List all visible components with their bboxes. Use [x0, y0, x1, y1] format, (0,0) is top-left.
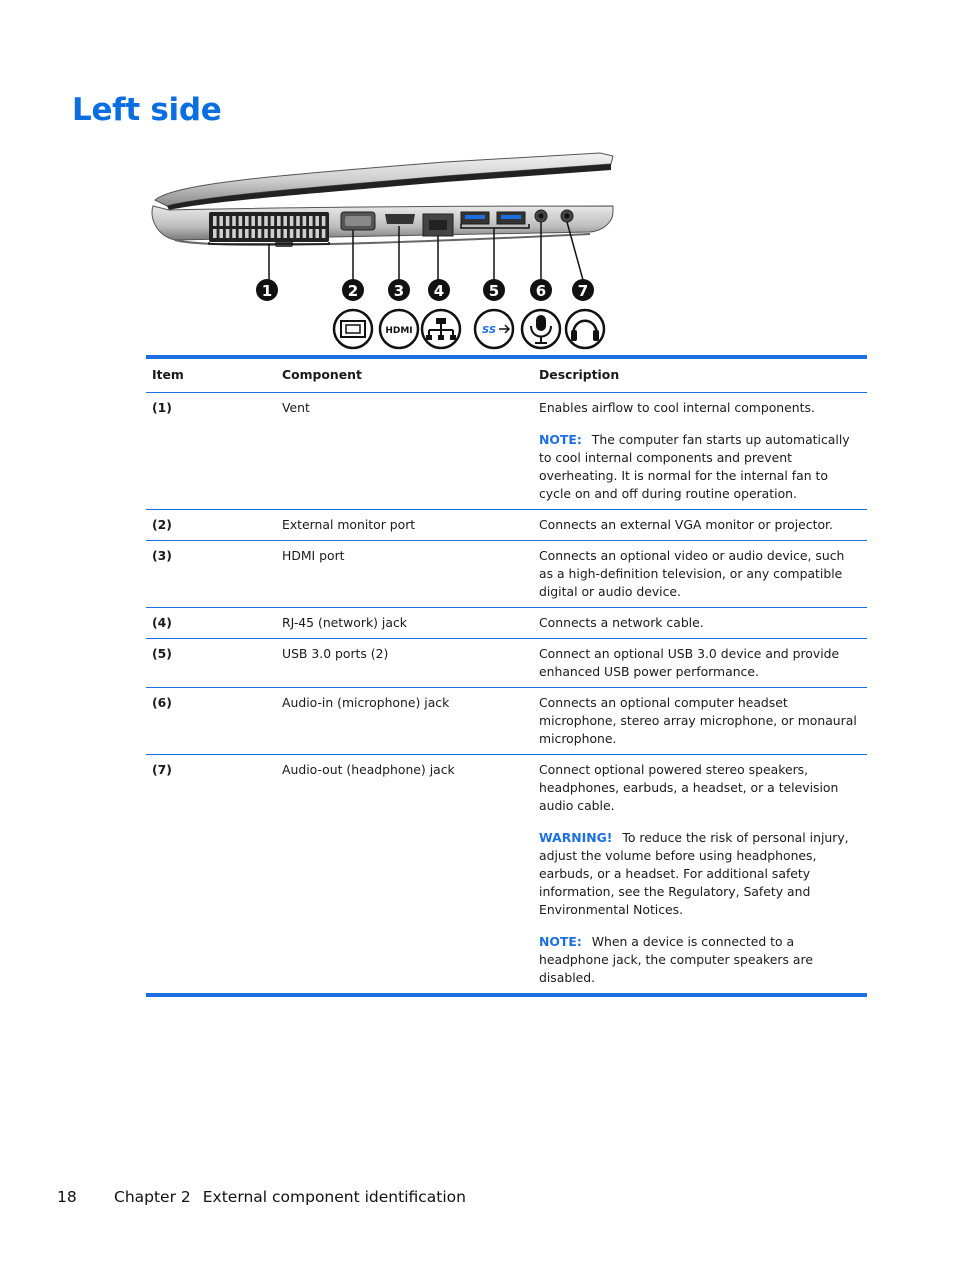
vent-slot [219, 229, 223, 238]
description-cell [533, 608, 867, 639]
description-cell [533, 541, 867, 608]
microphone-icon [522, 310, 560, 348]
callout-4: 4 [433, 282, 445, 300]
item-number: (1) [146, 393, 276, 510]
warning-paragraph [539, 829, 861, 919]
component-name: Vent [276, 393, 533, 510]
note-label: NOTE: [539, 432, 582, 447]
note-paragraph [539, 431, 861, 503]
chapter-label: Chapter 2 [114, 1188, 191, 1206]
component-name: External monitor port [276, 510, 533, 541]
vent-slot [290, 229, 294, 238]
header-item: Item [146, 357, 276, 393]
vent-slot [303, 216, 307, 226]
note-text: The computer fan starts up automatically to cool internal components and prevent overheating. It is normal for the internal fan to cycle on and off during routine operation. [539, 432, 850, 501]
vent-slot [232, 229, 236, 238]
description-cell [533, 755, 867, 996]
note-label: NOTE: [539, 934, 582, 949]
callout-1: 1 [261, 282, 273, 300]
component-name: Audio-in (microphone) jack [276, 688, 533, 755]
vent-slot [296, 216, 300, 226]
vent-slot [283, 216, 287, 226]
callout-2: 2 [347, 282, 359, 300]
vent-slot [213, 216, 217, 226]
component-name: Audio-out (headphone) jack [282, 762, 455, 777]
callout-6: 6 [535, 282, 547, 300]
vent-slot [277, 229, 281, 238]
table-row [146, 541, 867, 608]
hdmi-icon-text: HDMI [385, 326, 413, 336]
table-row [146, 639, 867, 688]
description-cell [533, 688, 867, 755]
vent-slot [239, 229, 243, 238]
vent-slot [239, 216, 243, 226]
callout-3: 3 [393, 282, 405, 300]
item-number: (2) [146, 510, 276, 541]
vent-slot [226, 216, 230, 226]
description-text: Connects an optional computer headset microphone, stereo array microphone, or monaural microphone. [539, 695, 857, 746]
callout-7: 7 [577, 282, 589, 300]
description-cell [533, 393, 867, 510]
rj45-port-graphic [423, 214, 453, 236]
chapter-title: External component identification [202, 1188, 466, 1206]
hdmi-port-graphic [385, 214, 415, 224]
vent-slot [290, 216, 294, 226]
component-name: USB 3.0 ports (2) [276, 639, 533, 688]
table-row [146, 755, 867, 996]
description-text: Enables airflow to cool internal components. [539, 400, 815, 415]
vent-slot [322, 229, 326, 238]
vent-slot [226, 229, 230, 238]
vent-slot [309, 216, 313, 226]
vent-slot [213, 229, 217, 238]
page-title: Left side [72, 92, 222, 128]
vent-slot [303, 229, 307, 238]
vent-slot [271, 216, 275, 226]
page-number: 18 [57, 1188, 77, 1206]
header-component: Component [276, 357, 533, 393]
vent-slot [309, 229, 313, 238]
vent-slot [219, 216, 223, 226]
vga-port-graphic [341, 212, 375, 230]
usb3-icon [475, 310, 513, 348]
network-icon [422, 310, 460, 348]
vent-slot [251, 216, 255, 226]
hdmi-icon [380, 310, 418, 348]
description-text: Connects an optional video or audio device, such as a high-definition television, or any compatible digital or audio device. [539, 548, 845, 599]
headphone-icon [566, 310, 604, 348]
description-text: Connects an external VGA monitor or projector. [539, 517, 833, 532]
vent-slot [245, 229, 249, 238]
description-cell [533, 639, 867, 688]
item-number: (4) [146, 608, 276, 639]
vent-slot [251, 229, 255, 238]
components-table [146, 355, 867, 997]
description-text: Connects a network cable. [539, 615, 704, 630]
description-cell [533, 510, 867, 541]
component-name: RJ-45 (network) jack [276, 608, 533, 639]
header-description: Description [533, 357, 867, 393]
vent-slot [277, 216, 281, 226]
note-paragraph [539, 933, 861, 987]
table-row [146, 688, 867, 755]
item-number: (7) [152, 762, 172, 777]
page-footer [57, 1188, 466, 1206]
warning-text: To reduce the risk of personal injury, adjust the volume before using headphones, earbuds, or a headset. For additional safety information, see the Regulatory, Safety and Environmental Notices. [539, 830, 849, 917]
warning-label: WARNING! [539, 830, 613, 845]
table-row [146, 608, 867, 639]
vent-slot [315, 216, 319, 226]
vent-slot [271, 229, 275, 238]
vent-slot [232, 216, 236, 226]
vent-graphic [209, 212, 329, 242]
table-row [146, 393, 867, 510]
table-header-row [146, 357, 867, 393]
vent-slot [283, 229, 287, 238]
table-row [146, 510, 867, 541]
vent-slot [264, 229, 268, 238]
usb3-icon-text: SS [481, 325, 497, 336]
vent-slot [264, 216, 268, 226]
vga-monitor-icon [334, 310, 372, 348]
item-number: (3) [146, 541, 276, 608]
vent-slot [258, 216, 262, 226]
description-text: Connect optional powered stereo speakers, headphones, earbuds, a headset, or a television audio cable. [539, 762, 839, 813]
note-text: When a device is connected to a headphone jack, the computer speakers are disabled. [539, 934, 813, 985]
item-number: (5) [146, 639, 276, 688]
item-number: (6) [146, 688, 276, 755]
vent-slot [322, 216, 326, 226]
vent-slot [258, 229, 262, 238]
component-name: HDMI port [276, 541, 533, 608]
laptop-left-side-figure [145, 148, 625, 353]
callout-5: 5 [488, 282, 500, 300]
vent-slot [245, 216, 249, 226]
description-text: Connect an optional USB 3.0 device and provide enhanced USB power performance. [539, 646, 840, 679]
vent-slot [315, 229, 319, 238]
callout-numbers [256, 279, 594, 301]
vent-slot [296, 229, 300, 238]
